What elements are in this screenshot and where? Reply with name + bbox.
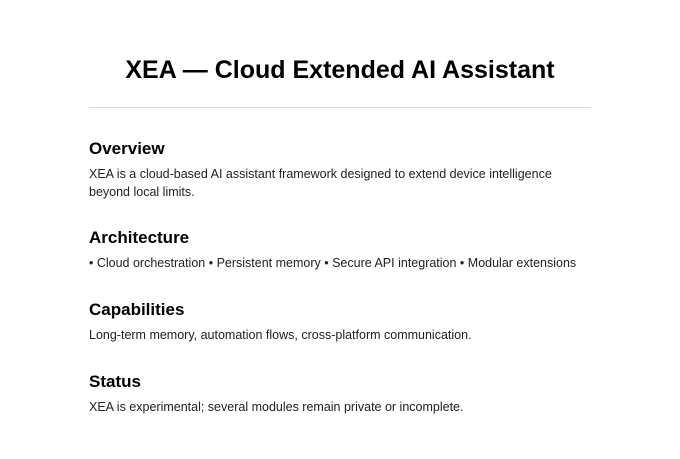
section-capabilities	[89, 299, 591, 344]
section-body-status: XEA is experimental; several modules remain private or incomplete.	[89, 400, 464, 414]
section-heading-status: Status	[89, 372, 141, 391]
section-heading-capabilities: Capabilities	[89, 300, 185, 319]
page-title: XEA — Cloud Extended AI Assistant	[125, 56, 555, 84]
title-divider	[89, 107, 591, 108]
section-heading-overview: Overview	[89, 139, 165, 158]
section-status	[89, 371, 591, 416]
section-body-architecture: • Cloud orchestration • Persistent memory • Secure API integration • Modular extensions	[89, 256, 577, 270]
section-body-capabilities: Long-term memory, automation flows, cross-platform communication.	[89, 328, 472, 342]
section-body-overview: XEA is a cloud-based AI assistant framework designed to extend device intelligence beyond local limits.	[89, 167, 552, 199]
section-architecture	[89, 227, 591, 272]
section-heading-architecture: Architecture	[89, 228, 190, 247]
section-overview	[89, 138, 591, 201]
